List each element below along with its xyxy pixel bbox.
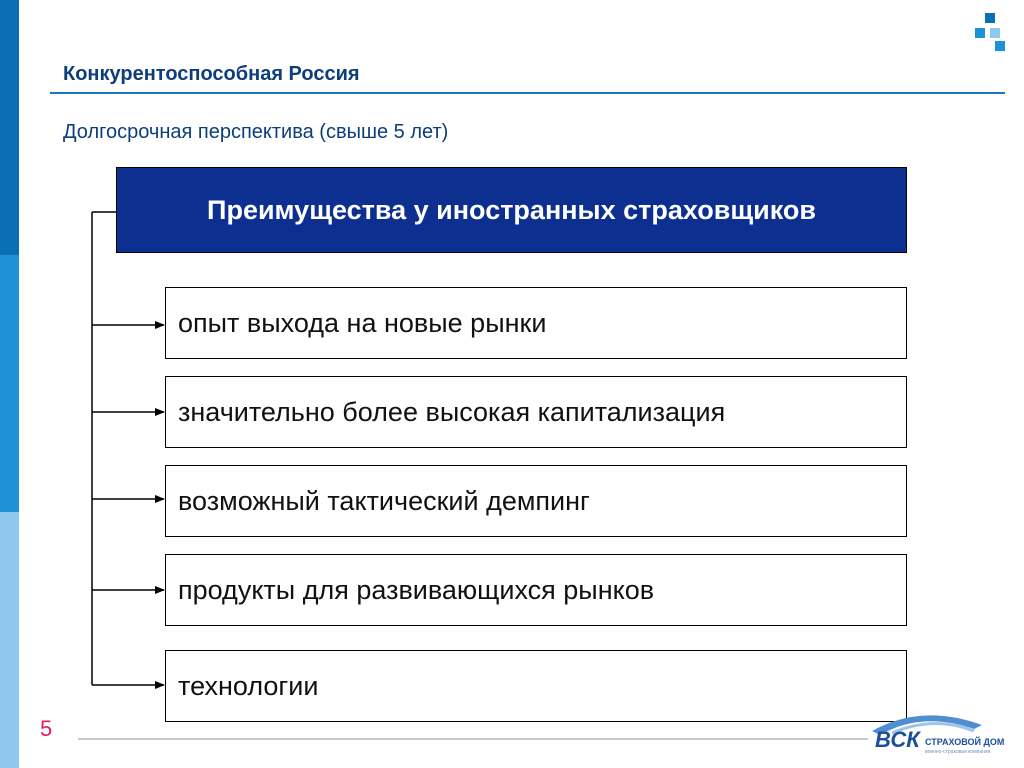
diagram-item-2: значительно более высокая капитализация	[165, 376, 907, 448]
footer-logo-tagline: военно-страховая компания	[925, 749, 991, 755]
page-number: 5	[40, 716, 53, 741]
diagram-header-box: Преимущества у иностранных страховщиков	[116, 167, 907, 253]
page-title: Конкурентоспособная Россия	[63, 63, 360, 85]
diagram-item-4: продукты для развивающихся рынков	[165, 554, 907, 626]
diagram-item-3: возможный тактический демпинг	[165, 465, 907, 537]
page-subtitle: Долгосрочная перспектива (свыше 5 лет)	[63, 121, 449, 143]
footer-logo-text: ВСК	[875, 727, 920, 752]
diagram-item-1: опыт выхода на новые рынки	[165, 287, 907, 359]
footer-logo-subtitle: СТРАХОВОЙ ДОМ	[925, 737, 1005, 747]
diagram-item-5: технологии	[165, 650, 907, 722]
footer-divider	[78, 738, 868, 740]
